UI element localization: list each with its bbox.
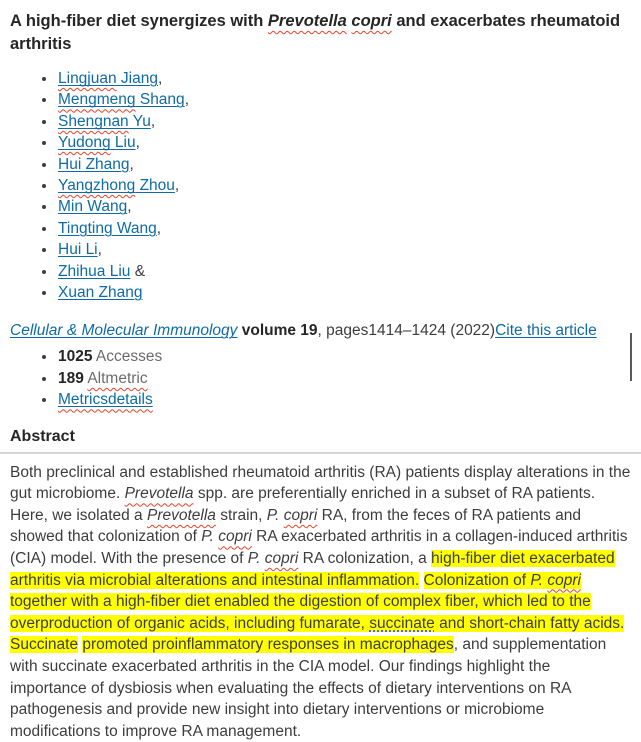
author-link[interactable]: Liu — [110, 134, 136, 152]
spellcheck-squiggle: copri — [218, 528, 252, 546]
text-segment: spp. are preferentially enriched in a subset of RA patients. Here, we isolated a — [10, 485, 596, 524]
text-segment: Both preclinical and established rheumatoid arthritis (RA) patients display alterations in the gut microbiome. — [10, 463, 631, 503]
text-segment: Accesses — [92, 348, 163, 366]
author-link[interactable] — [58, 70, 117, 87]
text-segment: and short-chain fatty acids. Succinate — [10, 614, 625, 654]
text-segment: P. — [247, 550, 265, 568]
author-list-item — [57, 132, 631, 153]
text-segment: P. — [266, 506, 284, 524]
spellcheck-squiggle: Yangzhong — [58, 177, 136, 195]
author-link[interactable] — [58, 177, 135, 194]
text-segment: P. — [201, 528, 219, 546]
text-segment: 1025 — [58, 348, 93, 366]
author-link[interactable]: Tingting Wang — [58, 219, 157, 237]
text-segment: high-fiber diet exacerbated arthritis via microbial alterations and intestinal inflammation. — [10, 550, 615, 589]
spellcheck-squiggle: Yudong — [58, 134, 111, 152]
spellcheck-squiggle: Shengnan — [58, 112, 129, 130]
text-segment: RA exacerbated arthritis in a collagen-induced arthritis (CIA) model. With the presence of — [10, 528, 628, 568]
text-segment: promoted proinflammatory responses in macrophages — [82, 636, 454, 654]
text-segment — [265, 550, 299, 567]
text-segment: RA, from the feces of RA patients and showed that colonization of — [10, 506, 581, 546]
spellcheck-squiggle: Lingjuan — [58, 70, 117, 87]
metric-list-item — [57, 389, 631, 410]
spellcheck-squiggle: copri — [351, 12, 392, 30]
text-segment: , — [156, 219, 162, 237]
text-segment: strain, — [215, 506, 267, 524]
abstract-paragraph — [10, 462, 631, 742]
text-segment: , and supplementation with succinate exacerbated arthritis in the CIA model. Our findings highlight the importance of dysbiosis when evaluating the effects of dietary interventions on RA pathogenesis and provide new insight into dietary interventions or microbiome modifications to improve RA management. — [10, 636, 607, 740]
author-list-item — [57, 175, 631, 196]
spellcheck-squiggle: Mengmeng — [58, 91, 136, 109]
text-segment: , — [127, 198, 132, 216]
scrollbar-thumb[interactable] — [630, 333, 632, 381]
text-segment: Colonization of — [423, 571, 531, 589]
author-link[interactable]: Hui Zhang — [58, 155, 130, 173]
spellcheck-squiggle: Prevotella — [267, 12, 347, 30]
author-link[interactable] — [58, 134, 111, 151]
text-segment: A high-fiber diet synergizes with — [10, 12, 268, 30]
text-segment — [351, 12, 391, 30]
citation-line — [10, 320, 631, 341]
author-list-item — [57, 68, 631, 89]
text-segment: , — [97, 241, 102, 259]
text-segment — [125, 485, 194, 502]
journal-link[interactable]: Cellular & Molecular Immunology — [10, 322, 238, 340]
text-segment: , — [184, 91, 189, 109]
author-list-item — [57, 218, 631, 239]
text-segment: P. — [530, 571, 548, 589]
text-segment — [147, 507, 216, 524]
cite-this-article-link[interactable]: Cite this article — [495, 322, 597, 340]
author-link[interactable]: Shang — [135, 91, 185, 109]
author-list — [10, 68, 631, 303]
text-segment — [419, 572, 423, 589]
author-link[interactable]: Hui Li — [58, 241, 98, 259]
author-link[interactable]: Zhihua Liu — [58, 262, 131, 280]
text-segment: , — [150, 112, 156, 130]
author-link[interactable]: Xuan Zhang — [58, 284, 143, 302]
author-list-item — [57, 89, 631, 110]
metrics-details-link[interactable] — [58, 391, 153, 408]
text-segment — [547, 572, 581, 589]
spellcheck-squiggle: Prevotella — [147, 506, 216, 524]
author-link[interactable] — [58, 113, 129, 130]
author-list-item — [57, 196, 631, 217]
author-link[interactable]: Min Wang — [58, 198, 128, 216]
author-link[interactable]: Jiang — [116, 70, 158, 87]
spellcheck-squiggle: Prevotella — [124, 485, 194, 503]
spellcheck-squiggle: Altmetric — [87, 369, 148, 387]
author-link[interactable] — [58, 91, 136, 108]
text-segment: 189 — [58, 369, 84, 387]
text-segment: & — [130, 262, 146, 280]
metrics-list — [10, 346, 631, 410]
text-segment — [284, 507, 318, 524]
author-link[interactable]: Yu — [128, 112, 151, 130]
text-segment: together with a high-fiber diet enabled the digestion of complex fiber, which led to the overproduction of organic acids, including fumarate, — [10, 593, 591, 632]
text-segment: volume 19 — [241, 322, 318, 340]
text-segment: , — [135, 134, 140, 152]
text-segment — [218, 528, 252, 545]
text-segment: , pages1414–1424 (2022) — [317, 322, 496, 340]
metric-list-item — [57, 368, 631, 389]
text-segment: and exacerbates rheumatoid arthritis — [10, 12, 621, 53]
text-segment — [369, 615, 434, 632]
text-segment: , — [157, 70, 163, 87]
text-segment — [268, 12, 347, 30]
text-segment: RA colonization, a — [298, 550, 432, 568]
spellcheck-squiggle: copri — [547, 571, 581, 589]
spellcheck-squiggle: Metricsdetails — [58, 391, 153, 409]
section-divider — [0, 452, 641, 454]
author-list-item — [57, 154, 631, 175]
author-list-item — [57, 261, 631, 282]
grammar-dotted-underline: succinate — [369, 614, 435, 632]
spellcheck-squiggle: copri — [264, 550, 299, 568]
author-list-item — [57, 111, 631, 132]
metric-list-item — [57, 346, 631, 367]
author-link[interactable]: Zhou — [135, 177, 175, 195]
text-segment: , — [129, 155, 134, 173]
abstract-heading: Abstract — [10, 427, 75, 445]
text-segment — [87, 370, 147, 387]
spellcheck-squiggle: copri — [283, 506, 318, 524]
article-title — [10, 10, 631, 56]
author-list-item — [57, 282, 631, 303]
text-segment: , — [174, 177, 180, 195]
author-list-item — [57, 239, 631, 260]
